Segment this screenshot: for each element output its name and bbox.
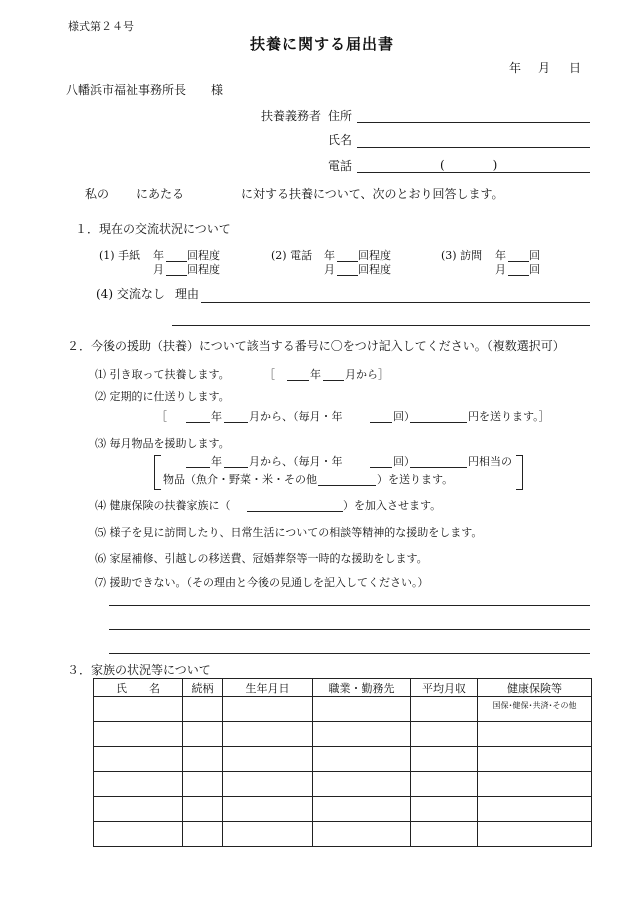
table-cell[interactable] [94,697,183,722]
section3-heading: ３．家族の状況等について [67,663,211,677]
phone-year-per: 回程度 [358,249,391,262]
phone-month-label: 月 [324,263,335,276]
option-3-year-field[interactable] [186,467,210,468]
table-cell[interactable] [223,797,313,822]
table-cell[interactable] [313,822,411,847]
option-6[interactable]: ⑹ 家屋補修、引越しの移送費、冠婚葬祭等一時的な援助をします。 [95,552,428,565]
letter-month-field[interactable] [166,275,187,276]
phone-year-field[interactable] [337,261,358,262]
visit-month-label: 月 [495,263,506,276]
option-1-bracket: ［ [264,368,275,381]
option-1-year-label: 年 [310,368,321,381]
visit-year-field[interactable] [508,261,529,262]
col-birthdate: 生年月日 [223,679,313,697]
option-3-amount-field[interactable] [410,467,467,468]
table-cell[interactable] [411,822,478,847]
table-cell[interactable] [478,822,592,847]
table-cell[interactable] [94,747,183,772]
date-day-label: 日 [569,61,582,75]
address-label: 住所 [328,109,353,123]
option-3-goods-label: 物品（魚介・野菜・米・その他 [163,473,317,486]
phone-contact-label: (2) 電話 [271,249,313,262]
table-cell[interactable] [183,697,223,722]
visit-year-per: 回 [529,249,540,262]
table-cell[interactable] [313,747,411,772]
phone-paren: ( ) [440,158,498,172]
col-income: 平均月収 [411,679,478,697]
option-3-right-bracket [516,455,523,490]
table-cell[interactable] [223,722,313,747]
intro-ataru: にあたる [136,187,185,201]
option-4-name-field[interactable] [247,511,343,512]
visit-year-label: 年 [495,249,506,262]
table-cell[interactable] [183,797,223,822]
option-3-year-label: 年 [211,455,222,468]
col-name: 氏 名 [94,679,183,697]
table-cell[interactable] [183,747,223,772]
table-cell[interactable] [478,797,592,822]
date-year-label: 年 [509,61,522,75]
family-table-header [94,679,592,697]
table-cell[interactable] [313,772,411,797]
table-cell[interactable] [411,697,478,722]
insurance-options: 国保･健保･共済･その他 [492,701,577,710]
option-2-times-label: 回） [393,410,415,423]
intro-rest: に対する扶養について、次のとおり回答します。 [241,187,504,201]
visit-month-per: 回 [529,263,540,276]
option-2-amount-field[interactable] [410,422,467,423]
phone-year-label: 年 [324,249,335,262]
section2-heading: ２．今後の援助（扶養）について該当する番号に〇をつけ記入してください。（複数選択可） [67,339,565,353]
phone-label: 電話 [328,159,353,173]
phone-month-field[interactable] [337,275,358,276]
option-2-times-field[interactable] [370,422,392,423]
option-7-reason-field-2[interactable] [109,629,590,630]
form-title: 扶養に関する届出書 [250,35,395,53]
letter-month-per: 回程度 [187,263,220,276]
option-3-times-field[interactable] [370,467,392,468]
option-3-times-label: 回） [393,455,415,468]
table-cell[interactable] [183,722,223,747]
obligor-label: 扶養義務者 [261,109,322,123]
table-cell[interactable] [183,772,223,797]
option-2-yen-label: 円を送ります。］ [468,410,550,423]
form-number: 様式第２４号 [68,20,134,33]
name-field[interactable] [357,147,590,148]
table-cell[interactable] [411,747,478,772]
family-table [93,678,592,847]
table-cell[interactable] [478,772,592,797]
visit-label: (3) 訪問 [441,249,483,262]
table-cell[interactable] [223,747,313,772]
addressee-suffix: 様 [211,83,224,97]
table-cell[interactable] [223,772,313,797]
reason-field-1[interactable] [201,302,590,303]
option-1[interactable]: ⑴ 引き取って扶養します。 [95,368,230,381]
col-insurance: 健康保険等 [478,679,592,697]
option-3-yen-label: 円相当の [468,455,512,468]
table-cell[interactable] [478,697,592,722]
visit-month-field[interactable] [508,275,529,276]
option-3-other-field[interactable] [318,485,376,486]
table-row [94,747,592,772]
option-2-year-label: 年 [211,410,222,423]
table-cell[interactable] [478,722,592,747]
table-row [94,697,592,722]
option-2-bracket: ［ [156,410,167,423]
table-cell[interactable] [94,722,183,747]
option-7-reason-field-1[interactable] [109,605,590,606]
phone-field[interactable] [357,172,590,173]
option-5[interactable]: ⑸ 様子を見に訪問したり、日常生活についての相談等精神的な援助をします。 [95,526,483,539]
table-row [94,722,592,747]
intro-watashi: 私の [85,187,110,201]
table-cell[interactable] [411,772,478,797]
table-row [94,822,592,847]
table-cell[interactable] [411,797,478,822]
option-1-year-field[interactable] [287,380,309,381]
table-cell[interactable] [313,797,411,822]
option-2[interactable]: ⑵ 定期的に仕送りします。 [95,390,230,403]
option-1-month-field[interactable] [323,380,344,381]
table-row [94,772,592,797]
option-4[interactable]: ⑷ 健康保険の扶養家族に（ [95,499,231,512]
name-label: 氏名 [328,133,353,147]
reason-label: 理由 [175,287,200,301]
letter-year-label: 年 [153,249,164,262]
table-cell[interactable] [313,697,411,722]
option-3-send-label: ）を送ります。 [377,473,454,486]
letter-label: (1) 手紙 [99,249,141,262]
option-7-reason-field-3[interactable] [109,653,590,654]
option-7[interactable]: ⑺ 援助できない。（その理由と今後の見通しを記入してください。） [95,576,429,589]
col-occupation: 職業・勤務先 [313,679,411,697]
table-cell[interactable] [183,822,223,847]
section1-heading: １．現在の交流状況について [75,222,231,236]
table-cell[interactable] [411,722,478,747]
option-3-left-bracket [154,455,161,490]
option-2-year-field[interactable] [186,422,210,423]
letter-year-per: 回程度 [187,249,220,262]
option-3[interactable]: ⑶ 毎月物品を援助します。 [95,437,230,450]
option-1-month-label: 月から］ [345,368,389,381]
reason-field-2[interactable] [172,325,590,326]
table-cell[interactable] [478,747,592,772]
table-row [94,797,592,822]
table-cell[interactable] [94,822,183,847]
option-4-join-label: ）を加入させます。 [343,499,442,512]
letter-month-label: 月 [153,263,164,276]
option-2-month-field[interactable] [224,422,248,423]
phone-month-per: 回程度 [358,263,391,276]
table-cell[interactable] [223,697,313,722]
col-relation: 続柄 [183,679,223,697]
table-cell[interactable] [94,797,183,822]
option-3-month-field[interactable] [224,467,248,468]
option-2-monthly-label: 月から、（毎月・年 [249,410,343,423]
address-field[interactable] [357,122,590,123]
table-cell[interactable] [223,822,313,847]
letter-year-field[interactable] [166,261,187,262]
date-month-label: 月 [538,61,551,75]
table-cell[interactable] [313,722,411,747]
addressee: 八幡浜市福祉事務所長 [66,83,187,97]
no-contact-label: (4) 交流なし [96,287,165,301]
option-3-monthly-label: 月から、（毎月・年 [249,455,343,468]
table-cell[interactable] [94,772,183,797]
